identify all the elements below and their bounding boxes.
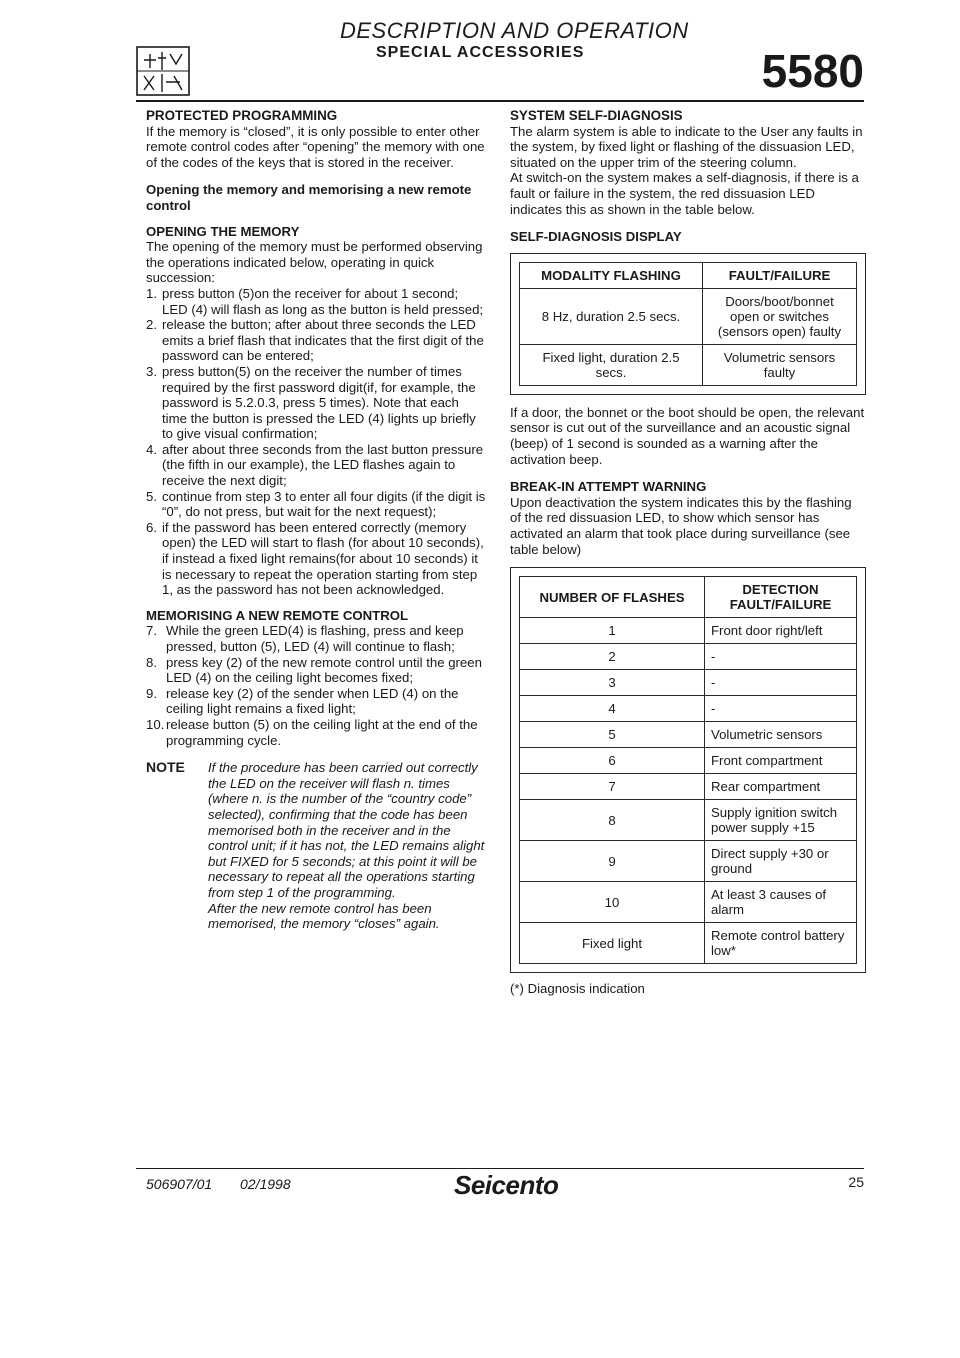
list-item: 5. continue from step 3 to enter all four digits (if the digit is “0”, do not press, but wait for the next request);: [146, 488, 486, 520]
diagnosis-table-frame: [510, 253, 866, 395]
column-header: MODALITY FLASHING: [520, 262, 703, 288]
table-row: Fixed light Remote control battery low*: [520, 923, 857, 964]
opening-steps-list: [146, 286, 486, 598]
table-row: 1 Front door right/left: [520, 618, 857, 644]
break-in-table-frame: [510, 567, 866, 973]
protected-programming-text: If the memory is “closed”, it is only possible to enter other remote control codes after “opening” the memory with one of the codes of the keys that is stored in the receiver.: [146, 123, 485, 170]
protected-programming-heading: PROTECTED PROGRAMMING: [146, 108, 338, 123]
column-header: DETECTION FAULT/FAILURE: [705, 577, 857, 618]
table-row: 8 Hz, duration 2.5 secs. Doors/boot/bonnet open or switches (sensors open) faulty: [520, 288, 857, 344]
table-row: 4 -: [520, 696, 857, 722]
table-row: 10 At least 3 causes of alarm: [520, 882, 857, 923]
self-diagnosis-text-2: At switch-on the system makes a self-diagnosis, if there is a fault or failure in the system, the red dissuasion LED indicates this as shown in the table below.: [510, 170, 859, 217]
footer-rule: [136, 1168, 864, 1169]
memorising-heading: MEMORISING A NEW REMOTE CONTROL: [146, 607, 409, 623]
section-subtitle: SPECIAL ACCESSORIES: [376, 44, 585, 61]
table-header-row: [520, 577, 857, 618]
list-item: 1. press button (5)on the receiver for about 1 second; LED (4) will flash as long as the button is held pressed;: [146, 285, 484, 317]
section-title: DESCRIPTION AND OPERATION: [340, 18, 689, 43]
table-row: 8 Supply ignition switch power supply +15: [520, 800, 857, 841]
table-header-row: [520, 262, 857, 288]
list-item: 2. release the button; after about three seconds the LED emits a brief flash that indicates that the first digit of the password can be entered;: [146, 317, 484, 364]
list-item: 3. press button(5) on the receiver the number of times required by the first password digit(if, for example, the password is 5.2.0.3, press 5 times). Note that each time the button is pressed the LED (4) lights up briefly to give visual confirmation;: [146, 363, 476, 442]
self-diagnosis-display-heading: SELF-DIAGNOSIS DISPLAY: [510, 229, 682, 245]
door-open-text: If a door, the bonnet or the boot should be open, the relevant sensor is cut out of the surveillance and an acoustic signal (beep) of 1 second is sounded as a warning after the activation beep.: [510, 404, 865, 467]
table-row: 3 -: [520, 670, 857, 696]
opening-memory-heading: OPENING THE MEMORY: [146, 223, 300, 239]
table-row: 5 Volumetric sensors: [520, 722, 857, 748]
left-column: [146, 108, 486, 932]
diagnosis-table: [519, 262, 857, 386]
list-item: 9. release key (2) of the sender when LED (4) on the ceiling light remains a fixed light;: [146, 685, 459, 717]
list-item: 8. press key (2) of the new remote control until the green LED (4) on the ceiling light becomes fixed;: [146, 654, 482, 686]
break-in-table: [519, 576, 857, 964]
self-diagnosis-text-1: The alarm system is able to indicate to the User any faults in the system, by fixed light or flashing of the dissuasion LED, situated on the upper trim of the steering column.: [510, 123, 863, 170]
table-row: Fixed light, duration 2.5 secs. Volumetric sensors faulty: [520, 344, 857, 385]
memorising-steps-list: [146, 623, 486, 748]
note-text: If the procedure has been carried out correctly the LED on the receiver will flash n. times (where n. is the number of the “country code” selected), confirming that the code has been memorised both in the receiver and in the control unit; if it has not, the LED remains alight but FIXED for 5 seconds; at this point it will be necessary to repeat all the operations starting from step 1 of the programming. After the new remote control has been memorised, the memory “closes” again.: [208, 760, 485, 932]
table-row: 2 -: [520, 644, 857, 670]
list-item: 6. if the password has been entered correctly (memory open) the LED will start to flash (for about 10 seconds), if instead a fixed light remains(for about 10 seconds) it is necessary to repeat the operation starting from step 1, as the password has not been acknowledged.: [146, 519, 484, 598]
column-header: FAULT/FAILURE: [703, 262, 857, 288]
note-label: NOTE: [146, 759, 185, 776]
table-row: 9 Direct supply +30 or ground: [520, 841, 857, 882]
opening-subheading: Opening the memory and memorising a new remote control: [146, 182, 472, 213]
break-in-text: Upon deactivation the system indicates this by the flashing of the red dissuasion LED, to show which sensor has activated an alarm that took place during surveillance (see table below): [510, 494, 852, 557]
document-number: 506907/01: [146, 1176, 213, 1192]
table-row: 6 Front compartment: [520, 748, 857, 774]
header-rule: [136, 100, 864, 102]
brand-logo: Seicento: [454, 1170, 559, 1200]
list-item: 4. after about three seconds from the last button pressure (the fifth in our example), the LED flashes again to receive the next digit;: [146, 441, 484, 489]
right-column: [510, 108, 866, 997]
page-footer: [0, 1168, 960, 1208]
document-date: 02/1998: [240, 1176, 291, 1192]
electrical-diagram-icon: [136, 46, 190, 96]
note-block: [146, 760, 486, 932]
page-number: 25: [848, 1174, 864, 1190]
table-row: 7 Rear compartment: [520, 774, 857, 800]
self-diagnosis-heading: SYSTEM SELF-DIAGNOSIS: [510, 108, 683, 123]
opening-intro-text: The opening of the memory must be performed observing the operations indicated below, operating in quick succession:: [146, 239, 483, 286]
footnote: (*) Diagnosis indication: [510, 981, 645, 997]
list-item: 7. While the green LED(4) is flashing, press and keep pressed, button (5), LED (4) will continue to flash;: [146, 623, 464, 654]
section-code: 5580: [761, 45, 864, 97]
column-header: NUMBER OF FLASHES: [520, 577, 705, 618]
break-in-heading: BREAK-IN ATTEMPT WARNING: [510, 479, 707, 495]
list-item: 10. release button (5) on the ceiling light at the end of the programming cycle.: [146, 716, 478, 748]
page-header: [0, 0, 960, 100]
